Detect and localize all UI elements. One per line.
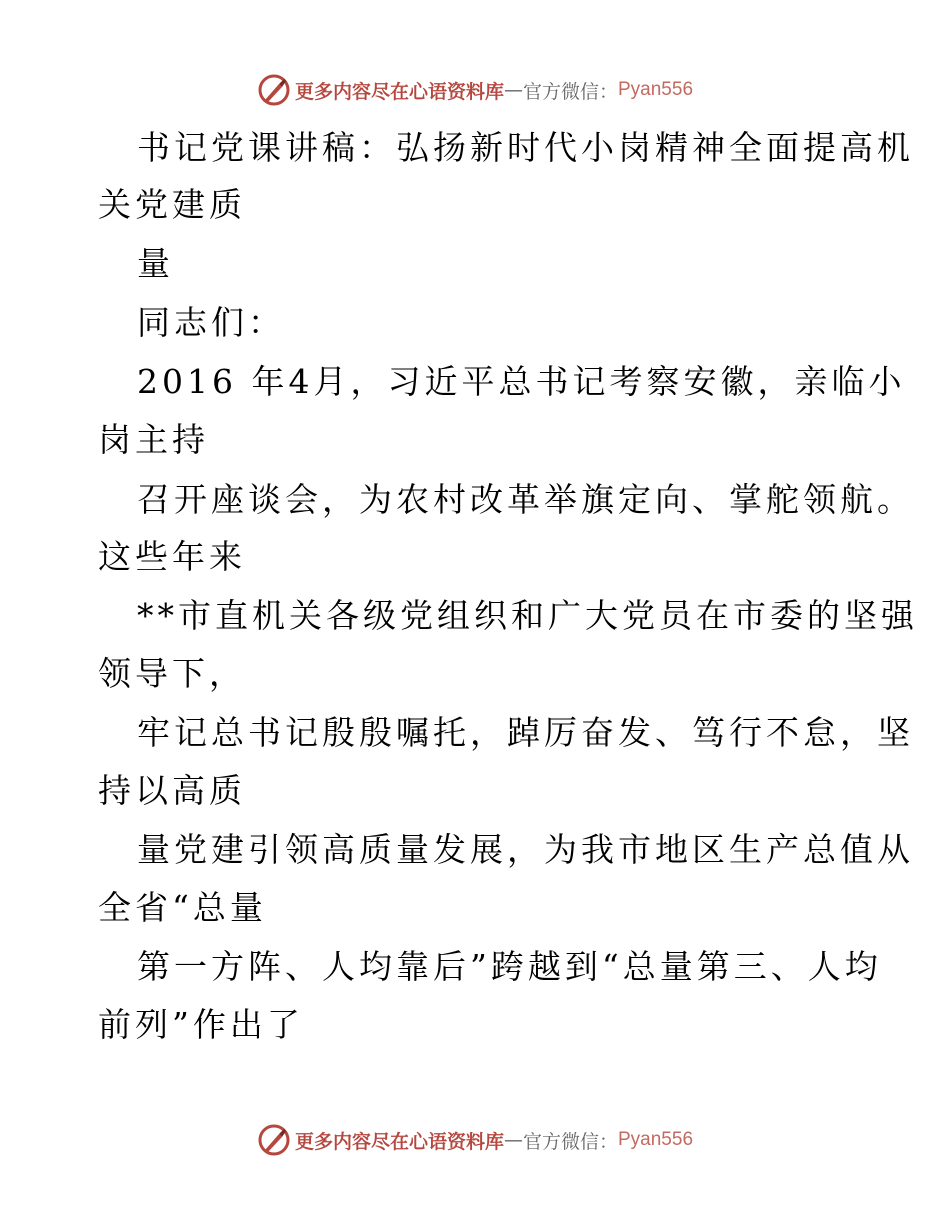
footer-watermark xyxy=(0,1122,950,1158)
paragraph-line: **市直机关各级党组织和广大党员在市委的坚强 xyxy=(137,596,918,635)
paragraph-line: 这些年来 xyxy=(98,537,246,576)
salutation: 同志们： xyxy=(137,303,285,342)
watermark-dash: — xyxy=(503,1129,523,1151)
paragraph-line: 全省“总量 xyxy=(98,888,267,927)
paragraph-line: 2016 年4月，习近平总书记考察安徽，亲临小 xyxy=(137,362,906,401)
title-line-1: 书记党课讲稿：弘扬新时代小岗精神全面提高机 xyxy=(137,128,914,167)
title-line-2: 关党建质 xyxy=(98,185,246,224)
paragraph-line: 持以高质 xyxy=(98,771,246,810)
watermark-wechat-label: 官方微信： xyxy=(522,1130,618,1153)
paragraph-line: 召开座谈会，为农村改革举旗定向、掌舵领航。 xyxy=(137,480,914,519)
paragraph-line: 量党建引领高质量发展，为我市地区生产总值从 xyxy=(137,830,914,869)
paragraph-line: 岗主持 xyxy=(98,420,209,459)
pen-logo-icon xyxy=(257,1123,291,1157)
title-line-3: 量 xyxy=(137,244,174,283)
paragraph-line: 牢记总书记殷殷嘱托，踔厉奋发、笃行不怠，坚 xyxy=(137,713,914,752)
watermark-dash: — xyxy=(503,79,523,101)
paragraph-line: 前列”作出了 xyxy=(98,1005,304,1044)
watermark-wechat-label: 官方微信： xyxy=(522,80,618,103)
watermark-brand: 更多内容尽在心语资料库 xyxy=(294,80,504,103)
paragraph-line: 领导下， xyxy=(98,654,246,693)
paragraph-line: 第一方阵、人均靠后”跨越到“总量第三、人均 xyxy=(137,947,882,986)
pen-logo-icon xyxy=(257,73,291,107)
watermark-brand: 更多内容尽在心语资料库 xyxy=(294,1130,504,1153)
watermark-wechat-id: Pyan556 xyxy=(618,79,694,100)
watermark-wechat-id: Pyan556 xyxy=(618,1129,694,1150)
header-watermark xyxy=(0,72,950,108)
